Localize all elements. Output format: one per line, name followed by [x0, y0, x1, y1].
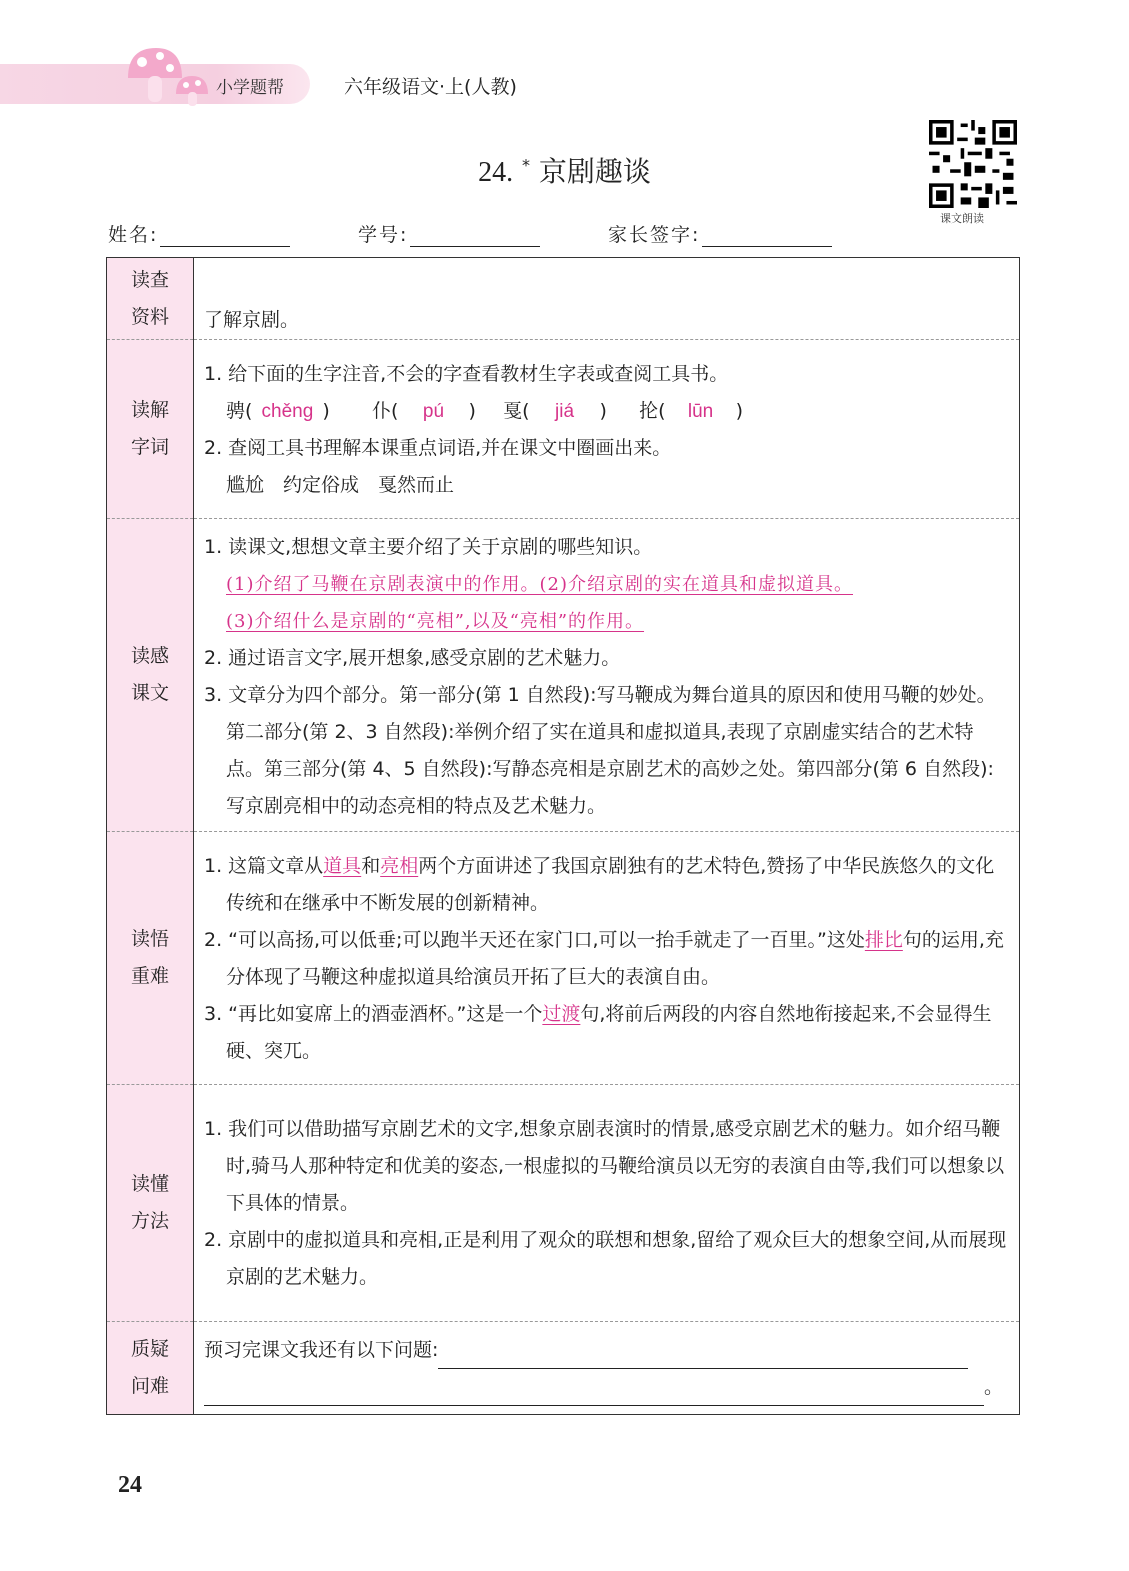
char-close: ) [468, 400, 476, 422]
text-run: 3. “再比如宴席上的酒壶酒杯。”这是一个 [204, 1003, 543, 1025]
pinyin-item [372, 393, 497, 430]
section-label [107, 340, 194, 519]
answer-word: 排比 [864, 929, 903, 951]
research-text: 了解京剧。 [204, 309, 300, 331]
section-content [194, 1085, 1020, 1322]
section-reading [107, 519, 1020, 832]
pinyin-row [204, 393, 1009, 430]
section-method [107, 1085, 1020, 1322]
char-label: 戛( [503, 400, 530, 422]
label-line: 资料 [130, 305, 169, 328]
label-line: 读感 [130, 645, 169, 667]
label-line: 读解 [130, 399, 169, 421]
worksheet-table [106, 257, 1020, 1415]
label-line: 读悟 [130, 928, 169, 950]
char-label: 抡( [639, 400, 666, 422]
label-line: 问难 [130, 1375, 169, 1397]
answer-word: 亮相 [380, 855, 419, 877]
end-mark: 。 [984, 1376, 1004, 1398]
section-content [194, 832, 1020, 1085]
pinyin-answer: jiá [555, 401, 575, 422]
parent-sign-field[interactable] [608, 220, 832, 247]
question-prompt-line [204, 1332, 1009, 1369]
text-run: 句的运用,充分体现了马鞭这种虚拟道具给演员开拓了巨大的表演自由。 [226, 929, 1004, 988]
question-text [204, 848, 1009, 922]
parent-sign-blank[interactable] [702, 230, 832, 247]
answer-blank[interactable] [438, 1346, 968, 1369]
char-close: ) [322, 400, 330, 422]
char-label: 仆( [372, 400, 399, 422]
text-run: 句,将前后两段的内容自然地衔接起来,不会显得生硬、突兀。 [226, 1003, 992, 1062]
text-run: 两个方面讲述了我国京剧独有的艺术特色,赞扬了中华民族悠久的文化传统和在继承中不断发展的创新精神。 [226, 855, 995, 914]
question-text: 2. 通过语言文字,展开想象,感受京剧的艺术魅力。 [204, 647, 621, 669]
answer-text: (1)介绍了马鞭在京剧表演中的作用。(2)介绍京剧的实在道具和虚拟道具。 [226, 574, 853, 595]
question-text: 1. 给下面的生字注音,不会的字查看教材生字表或查阅工具书。 [204, 363, 729, 385]
vocab-words: 尴尬 约定俗成 戛然而止 [226, 474, 455, 496]
pinyin-item [503, 393, 633, 430]
section-key-points [107, 832, 1020, 1085]
student-id-blank[interactable] [410, 230, 540, 247]
section-words [107, 340, 1020, 519]
name-blank[interactable] [160, 230, 290, 247]
section-questions [107, 1322, 1020, 1415]
title-star: * [521, 155, 530, 175]
question-text [204, 996, 1009, 1070]
answer-line [204, 566, 1009, 603]
question-text: 1. 读课文,想想文章主要介绍了关于京剧的哪些知识。 [204, 536, 653, 558]
section-label [107, 832, 194, 1085]
page-number: 24 [118, 1472, 142, 1498]
name-field[interactable] [108, 220, 290, 247]
title-number: 24. [478, 157, 514, 188]
section-label [107, 1322, 194, 1415]
section-content [194, 340, 1020, 519]
text-run: 1. 这篇文章从 [204, 855, 324, 877]
text-run: 和 [361, 855, 381, 877]
answer-word: 道具 [323, 855, 362, 877]
section-research [107, 258, 1020, 340]
label-line: 重难 [130, 965, 169, 987]
qr-code-icon[interactable] [929, 120, 1017, 208]
section-content [194, 519, 1020, 832]
mushroom-logo-icon [118, 40, 218, 110]
section-label [107, 519, 194, 832]
name-label: 姓名: [108, 224, 159, 246]
answer-text: (3)介绍什么是京剧的“亮相”,以及“亮相”的作用。 [226, 611, 645, 632]
answer-blank[interactable] [204, 1383, 984, 1406]
answer-line [204, 603, 1009, 640]
pinyin-item [639, 393, 743, 430]
char-close: ) [599, 400, 607, 422]
char-label: 骋( [226, 400, 253, 422]
title-text: 京剧趣谈 [538, 155, 651, 188]
question-text: 2. 京剧中的虚拟道具和亮相,正是利用了观众的联想和想象,留给了观众巨大的想象空间,从而展现京剧的艺术魅力。 [204, 1229, 1007, 1288]
qr-label: 课文朗读 [940, 212, 984, 225]
question-text: 3. 文章分为四个部分。第一部分(第 1 自然段):写马鞭成为舞台道具的原因和使用马鞭的妙处。第二部分(第 2、3 自然段):举例介绍了实在道具和虚拟道具,表现了京剧虚实结合的艺术特点。第三部分(第 4、5 自然段):写静态亮相是京剧艺术的高妙之处。第四部分(第 6 自然段):写京剧亮相中的动态亮相的特点及艺术魅力。 [204, 684, 996, 817]
char-close: ) [735, 400, 743, 422]
student-id-label: 学号: [358, 224, 409, 246]
label-line: 方法 [130, 1210, 169, 1232]
label-line: 字词 [130, 436, 169, 458]
label-line: 读懂 [130, 1173, 169, 1195]
subject-label: 六年级语文·上(人教) [344, 76, 517, 98]
label-line: 课文 [130, 682, 169, 704]
pinyin-answer: lūn [687, 401, 714, 422]
question-text: 1. 我们可以借助描写京剧艺术的文字,想象京剧表演时的情景,感受京剧艺术的魅力。如介绍马鞭时,骑马人那种特定和优美的姿态,一根虚拟的马鞭给演员以无穷的表演自由等,我们可以想象以下具体的情景。 [204, 1118, 1005, 1214]
section-label [107, 258, 194, 340]
label-line: 读查 [130, 268, 169, 291]
label-line: 质疑 [130, 1338, 169, 1360]
section-content [194, 258, 1020, 340]
question-text: 2. 查阅工具书理解本课重点词语,并在课文中圈画出来。 [204, 437, 672, 459]
pinyin-answer: pú [422, 401, 445, 422]
pinyin-answer: chěng [261, 401, 314, 422]
question-prompt: 预习完课文我还有以下问题: [204, 1339, 439, 1361]
parent-sign-label: 家长签字: [608, 224, 701, 246]
student-id-field[interactable] [358, 220, 540, 247]
text-run: 2. “可以高扬,可以低垂;可以跑半天还在家门口,可以一抬手就走了一百里。”这处 [204, 929, 865, 951]
brand-label: 小学题帮 [216, 78, 284, 98]
answer-line [204, 1369, 1009, 1406]
section-content [194, 1322, 1020, 1415]
answer-word: 过渡 [542, 1003, 581, 1025]
section-label [107, 1085, 194, 1322]
pinyin-item [226, 393, 366, 430]
question-text [204, 922, 1009, 996]
